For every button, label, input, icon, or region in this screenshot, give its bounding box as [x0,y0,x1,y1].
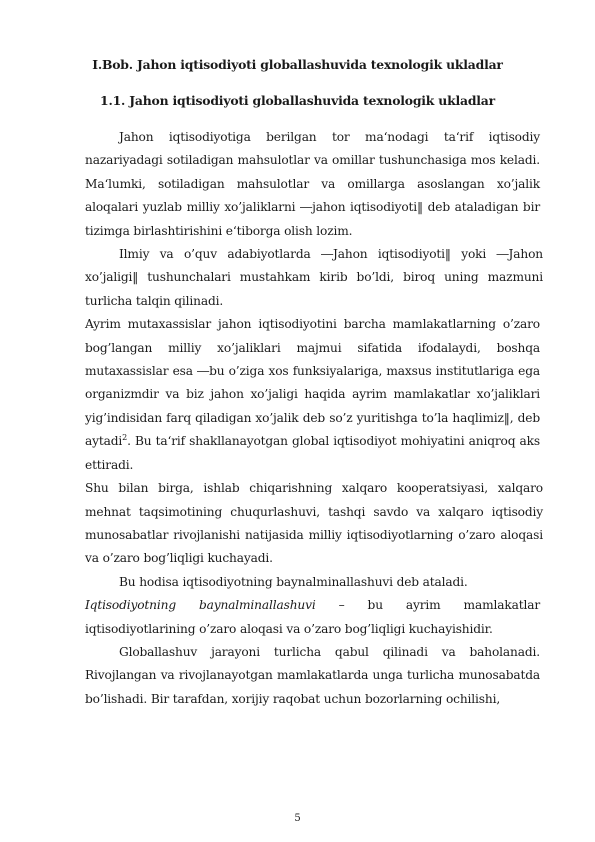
paragraph-5-definition [85,594,540,641]
paragraph-2: Ilmiy va o’quv adabiyotlarda ―Jahon iqtisodiyoti‖ yoki ―Jahon xo’jaligi‖ tushunchalari mustahkam kirib bo’ldi, biroq uning mazmuni turlicha talqin qilinadi. [85,247,543,308]
defined-term: Iqtisodiyotning baynalminallashuvi [85,598,316,613]
paragraph-5-lead: Bu hodisa iqtisodiyotning baynalminallashuvi deb ataladi. [119,574,468,589]
paragraph-3-text: Ayrim mutaxassislar jahon iqtisodiyotini barcha mamlakatlarning o’zaro bog’langan milliy xo’jaliklari majmui sifatida ifodalaydi, boshqa mutaxassislar esa ―bu o’ziga xos funksiyalariga, maxsus institutlariga ega organizmdir va biz jahon xo’jaligi haqida ayrim mamlakatlar xo’jaliklari yig’indisidan farq qiladigan xo’jalik deb so’z yuritishga to’la haqlimiz‖, deb aytadi [85,317,540,449]
chapter-title: I.Bob. Jahon iqtisodiyoti globallashuvida texnologik ukladlar [92,57,503,72]
paragraph-6: Globallashuv jarayoni turlicha qabul qilinadi va baholanadi. Rivojlangan va rivojlanayotgan mamlakatlarda unga turlicha munosabatda bo’lishadi. Bir tarafdan, xorijiy raqobat uchun bozorlarning ochilishi, [85,644,540,706]
paragraph-3 [85,313,540,477]
section-title: 1.1. Jahon iqtisodiyoti globallashuvida texnologik ukladlar [100,93,495,108]
page-number: 5 [294,813,301,824]
definition-text: – bu ayrim mamlakatlar iqtisodiyotlarining o’zaro aloqasi va o’zaro bog’liqligi kuchayishidir. [85,598,540,636]
body-text [85,126,543,711]
paragraph-4: Shu bilan birga, ishlab chiqarishning xalqaro kooperatsiyasi, xalqaro mehnat taqsimotining chuqurlashuvi, tashqi savdo va xalqaro iqtisodiy munosabatlar rivojlanishi natijasida milliy iqtisodiyotlarning o’zaro aloqasi va o’zaro bog’liqligi kuchayadi. [85,481,543,566]
footnote-ref: 2 [122,433,128,443]
paragraph-3-text-end: . Bu ta‘rif shakllanayotgan global iqtisodiyot mohiyatini aniqroq aks ettiradi. [85,434,540,472]
paragraph-1: Jahon iqtisodiyotiga berilgan tor ma‘nodagi ta‘rif iqtisodiy nazariyadagi sotiladigan mahsulotlar va omillar tushunchasiga mos keladi. Ma‘lumki, sotiladigan mahsulotlar va omillarga asoslangan xo’jalik aloqalari yuzlab milliy xo’jaliklarni ―jahon iqtisodiyoti‖ deb ataladigan bir tizimga birlashtirishini e‘tiborga olish lozim. [85,130,540,238]
